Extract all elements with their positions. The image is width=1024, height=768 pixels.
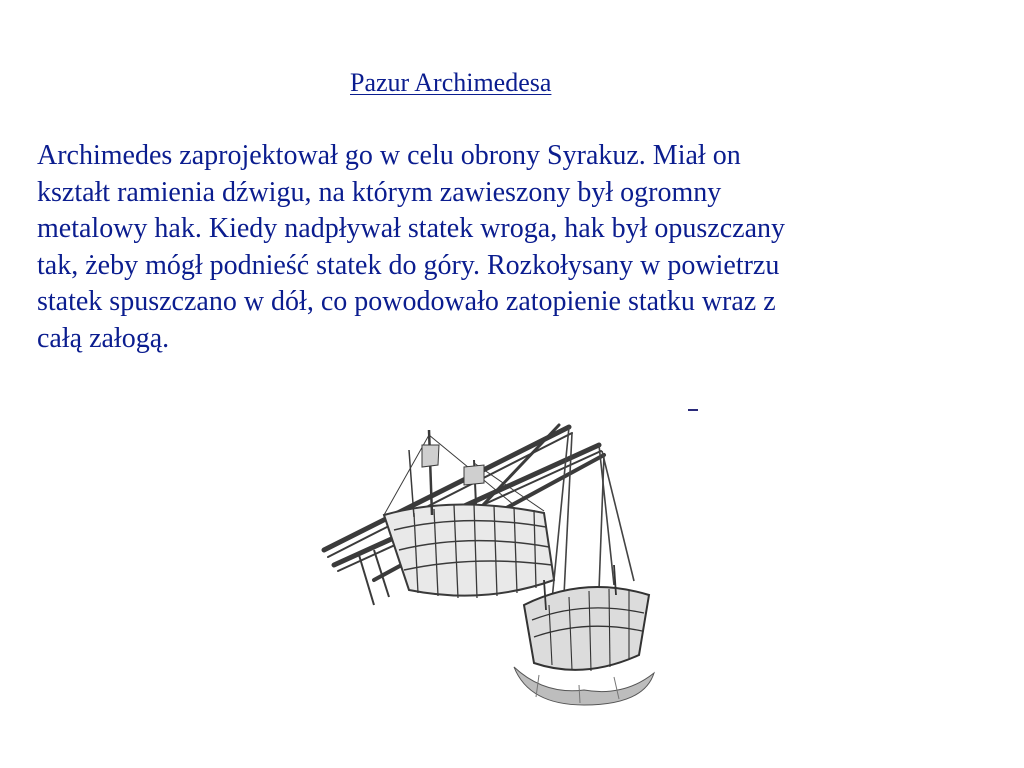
slide-title: Pazur Archimedesa	[350, 68, 552, 97]
body-paragraph	[37, 138, 987, 357]
body-line: kształt ramienia dźwigu, na którym zawieszony był ogromny	[37, 176, 722, 208]
body-line: Archimedes zaprojektował go w celu obrony Syrakuz. Miał on	[37, 140, 741, 171]
body-line: całą załogą.	[37, 322, 170, 354]
body-line: metalowy hak. Kiedy nadpływał statek wroga, hak był opuszczany	[37, 213, 786, 244]
body-line: statek spuszczano w dół, co powodowało zatopienie statku wraz z	[37, 286, 776, 317]
claw-of-archimedes-illustration	[314, 405, 702, 707]
body-line: tak, żeby mógł podnieść statek do góry. Rozkołysany w powietrzu	[37, 249, 780, 281]
